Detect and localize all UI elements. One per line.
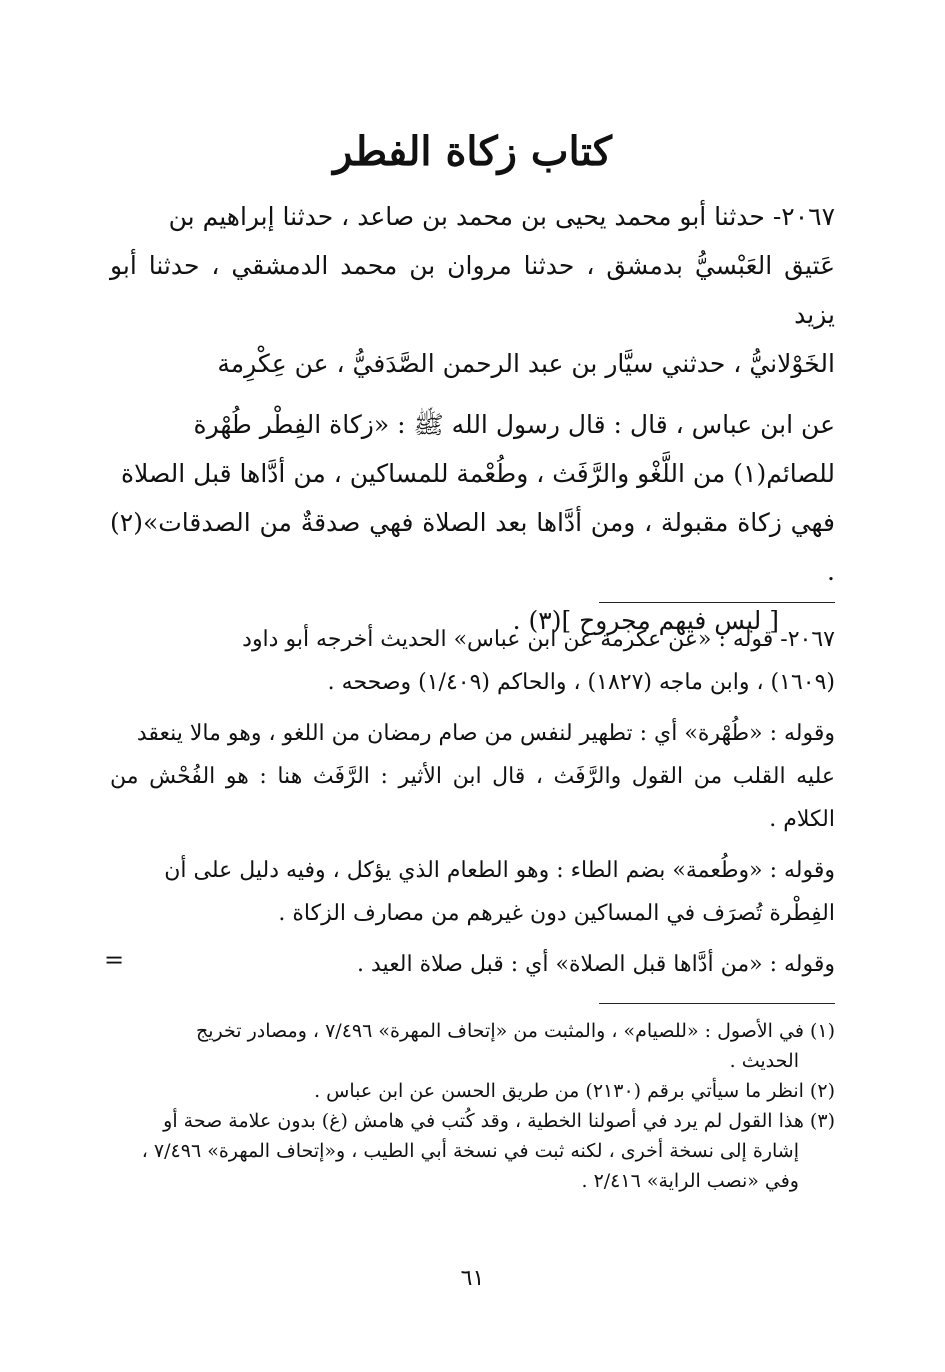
commentary-line: وقوله : «وطُعمة» بضم الطاء : وهو الطعام الذي يؤكل ، وفيه دليل على أن [164,858,835,883]
isnad-line: عَتيق العَبْسيُّ بدمشق ، حدثنا مروان بن محمد الدمشقي ، حدثنا أبو يزيد [110,251,835,329]
commentary [110,618,835,986]
matn-line: للصائم(١) من اللَّغْو والرَّفَث ، وطُعْمة للمساكين ، من أدَّاها قبل الصلاة [120,459,835,488]
footnote-separator-rule [599,1003,835,1004]
commentary-line: وقوله : «من أدَّاها قبل الصلاة» أي : قبل صلاة العيد . [357,952,835,977]
matn-line: فهي زكاة مقبولة ، ومن أدَّاها بعد الصلاة فهي صدقةٌ من الصدقات»(٢) . [110,508,835,586]
footnote-line: إشارة إلى نسخة أخرى ، لكنه ثبت في نسخة أبي الطيب ، و«إتحاف المهرة» ٧/٤٩٦ ، [141,1140,799,1162]
commentary-line: عليه القلب من القول والرَّفَث ، قال ابن الأثير : الرَّفَث هنا : هو الفُحْش من الكلام . [110,764,835,832]
page-number: ٦١ [460,1266,485,1291]
continuation-mark: = [104,946,125,974]
commentary-line: الفِطْرة تُصرَف في المساكين دون غيرهم من مصارف الزكاة . [278,901,835,926]
text-separator-rule [599,602,835,603]
footnote-line: (٣) هذا القول لم يرد في أصولنا الخطية ، وقد كُتب في هامش (غ) بدون علامة صحة أو [163,1110,835,1132]
isnad-line: الخَوْلانيُّ ، حدثني سيَّار بن عبد الرحمن الصَّدَفيُّ ، عن عِكْرِمة [217,349,835,378]
matn-line: عن ابن عباس ، قال : قال رسول الله ﷺ : «زكاة الفِطْر طُهْرة [193,410,835,439]
commentary-line: (١٦٠٩) ، وابن ماجه (١٨٢٧) ، والحاكم (١/٤٠٩) وصححه . [327,670,835,695]
isnad-line: ٢٠٦٧- حدثنا أبو محمد يحيى بن محمد بن صاعد ، حدثنا إبراهيم بن [168,202,835,231]
footnote-line: (١) في الأصول : «للصيام» ، والمثبت من «إتحاف المهرة» ٧/٤٩٦ ، ومصادر تخريج [195,1020,835,1042]
chapter-title: كتاب زكاة الفطر [333,128,612,175]
footnote-line: الحديث . [729,1050,799,1072]
footnote-line: وفي «نصب الراية» ٢/٤١٦ . [581,1170,799,1192]
commentary-line: وقوله : «طُهْرة» أي : تطهير لنفس من صام رمضان من اللغو ، وهو مالا ينعقد [136,721,835,746]
footnotes [110,1016,835,1196]
footnote-line: (٢) انظر ما سيأتي برقم (٢١٣٠) من طريق الحسن عن ابن عباس . [314,1080,835,1102]
hadith-grade: [ ليس فيهم مجروح ](٣) . [512,606,779,635]
commentary-line: ٢٠٦٧- قوله : «عن عكرمة عن ابن عباس» الحديث أخرجه أبو داود [242,627,835,652]
hadith-text [110,192,835,645]
